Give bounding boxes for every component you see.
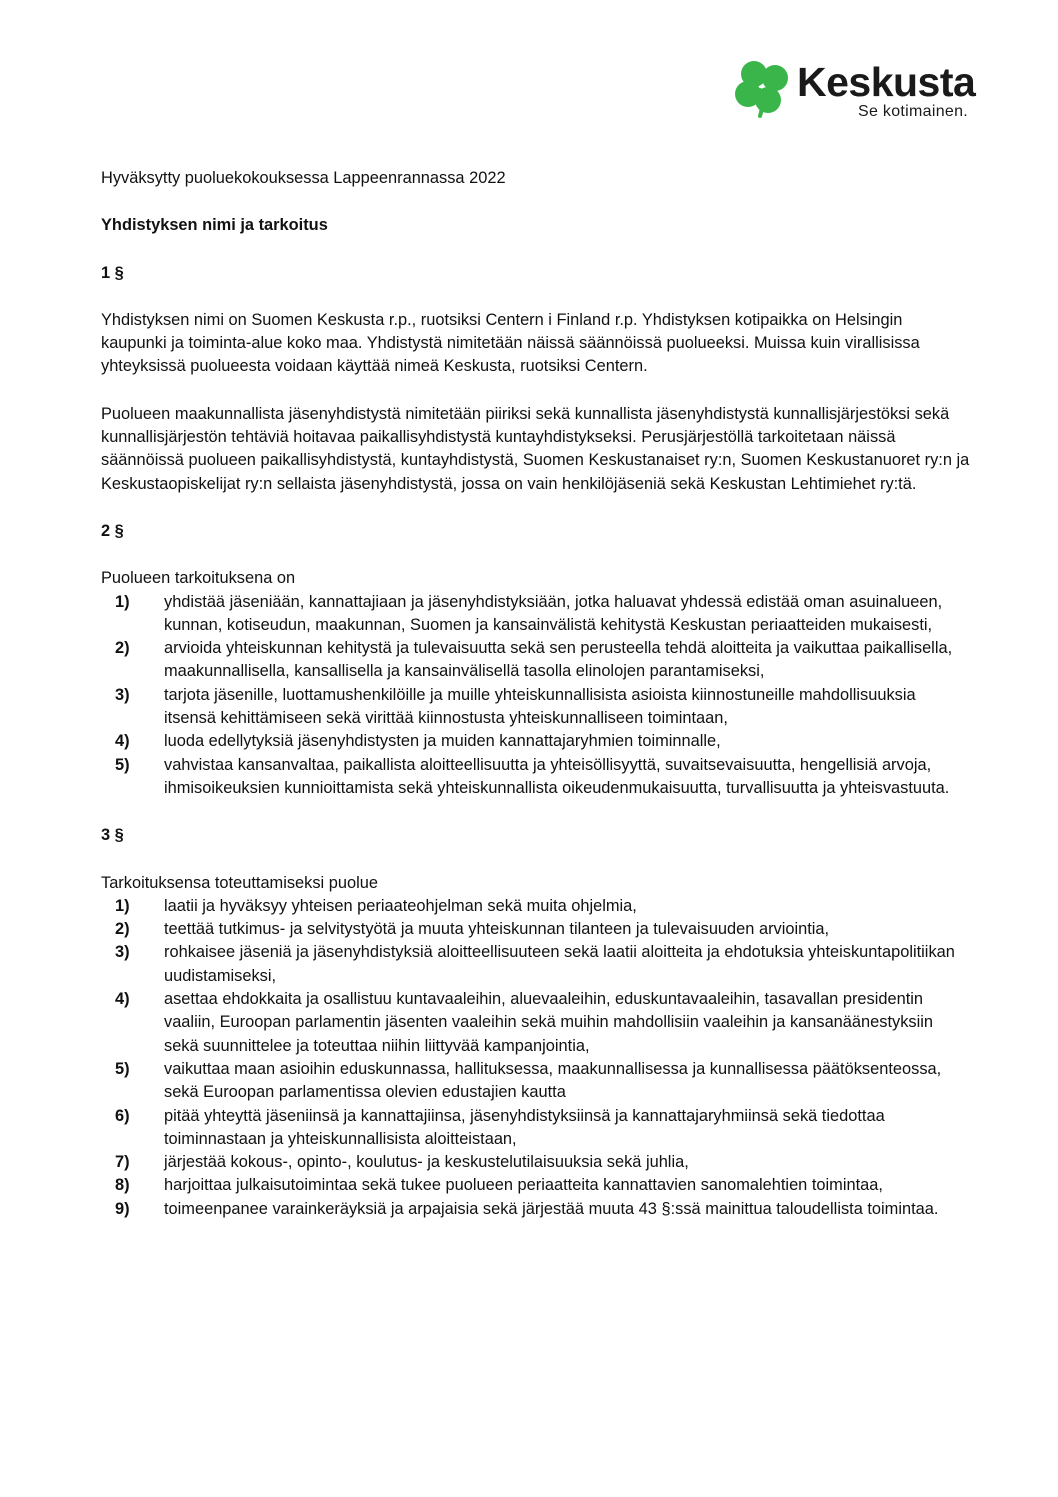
list-item-number: 9) xyxy=(115,1199,130,1218)
section-2-label: 2 § xyxy=(101,521,124,540)
section-2-intro: Puolueen tarkoituksena on xyxy=(101,569,296,588)
list-item xyxy=(101,591,971,638)
list-item xyxy=(101,918,971,941)
list-item-number: 1) xyxy=(115,896,130,915)
list-item-number: 2) xyxy=(115,639,130,658)
list-item-text: teettää tutkimus- ja selvitystyötä ja muuta yhteiskunnan tilanteen ja tulevaisuuden arviointia, xyxy=(164,920,830,939)
list-item-text: vaikuttaa maan asioihin eduskunnassa, hallituksessa, maakunnallisessa ja kunnallisessa päätöksenteossa, sekä Euroopan parlamentissa olevien edustajien kautta xyxy=(164,1059,942,1102)
list-item xyxy=(101,754,971,801)
list-item xyxy=(101,1174,971,1197)
section-3-intro: Tarkoituksensa toteuttamiseksi puolue xyxy=(101,873,378,892)
section-1-label: 1 § xyxy=(101,263,124,282)
section-3-list xyxy=(101,895,971,1221)
list-item xyxy=(101,1105,971,1152)
list-item xyxy=(101,684,971,731)
list-item-number: 2) xyxy=(115,920,130,939)
list-item xyxy=(101,1198,971,1221)
list-item xyxy=(101,988,971,1058)
clover-icon xyxy=(730,58,800,122)
list-item-number: 4) xyxy=(115,732,130,751)
list-item-number: 1) xyxy=(115,592,130,611)
list-item-text: arvioida yhteiskunnan kehitystä ja tulevaisuutta sekä sen perusteella tehdä aloitteita ja vaikuttaa paikallisella, maakunnallisella, kansallisella ja kansainvälisellä tasolla elinolojen parantamiseksi, xyxy=(164,639,953,681)
section-1-paragraph-2: Puolueen maakunnallista jäsenyhdistystä nimitetään piiriksi sekä kunnallista jäsenyhdistystä kunnallisjärjestöksi sekä kunnallisjärjestön tehtäviä hoitavaa paikallisyhdistystä kuntayhdistykseksi. Perusjärjestöllä tarkoitetaan näissä säännöissä puolueen paikallisyhdistystä, kuntayhdistystä, Suomen Keskustanaiset ry:n, Suomen Keskustanuoret ry:n ja Keskustaopiskelijat ry:n sellaista jäsenyhdistystä, jossa on vain henkilöjäseniä sekä Keskustan Lehtimiehet ry:tä. xyxy=(101,404,970,493)
list-item-text: luoda edellytyksiä jäsenyhdistysten ja muiden kannattajaryhmien toiminnalle, xyxy=(164,732,721,751)
list-item-text: laatii ja hyväksyy yhteisen periaateohjelman sekä muita ohjelmia, xyxy=(164,896,637,915)
list-item-text: tarjota jäsenille, luottamushenkilöille ja muille yhteiskunnallisista asioista kiinnostuneille mahdollisuuksia itsensä kehittämiseen sekä virittää kiinnostusta yhteiskunnalliseen toimintaan, xyxy=(164,685,916,728)
list-item-number: 6) xyxy=(115,1106,130,1125)
list-item xyxy=(101,895,971,918)
list-item-number: 5) xyxy=(115,1059,130,1078)
list-item-text: järjestää kokous-, opinto-, koulutus- ja keskustelutilaisuuksia sekä juhlia, xyxy=(164,1153,689,1172)
list-item xyxy=(101,637,971,684)
list-item-number: 8) xyxy=(115,1176,130,1195)
list-item-text: vahvistaa kansanvaltaa, paikallista aloitteellisuutta ja yhteisöllisyyttä, suvaitsevaisuutta, hengellisiä arvoja, ihmisoikeuksien kunnioittamista sekä yhteiskunnallista oikeudenmukaisuutta, turvallisuutta ja yhteisvastuuta. xyxy=(164,755,950,797)
list-item xyxy=(101,1058,971,1105)
logo-tagline: Se kotimainen. xyxy=(858,103,969,120)
document-body xyxy=(101,167,971,1221)
list-item-number: 3) xyxy=(115,943,130,962)
approval-note: Hyväksytty puoluekokouksessa Lappeenrannassa 2022 xyxy=(101,169,506,187)
list-item-text: harjoittaa julkaisutoimintaa sekä tukee puolueen periaatteita kannattavien sanomalehtien toimintaa, xyxy=(164,1176,883,1195)
logo-wordmark: Keskusta xyxy=(797,59,976,105)
list-item-text: asettaa ehdokkaita ja osallistuu kuntavaaleihin, aluevaaleihin, eduskuntavaaleihin, tasavallan presidentin vaaliin, Euroopan parlamentin jäsenten vaaleihin sekä muihin mahdollisiin vaaleihin ja kansanäänestyksiin sekä suunnittelee ja toteuttaa niihin liittyvää kampanjointia, xyxy=(164,990,933,1055)
list-item-text: toimeenpanee varainkeräyksiä ja arpajaisia sekä järjestää muuta 43 §:ssä mainittua taloudellista toimintaa. xyxy=(164,1199,939,1218)
list-item-number: 7) xyxy=(115,1153,130,1172)
list-item-number: 4) xyxy=(115,990,130,1009)
section-heading: Yhdistyksen nimi ja tarkoitus xyxy=(101,216,328,235)
keskusta-logo xyxy=(730,58,980,122)
list-item xyxy=(101,941,971,988)
section-2-list xyxy=(101,591,971,801)
list-item-number: 3) xyxy=(115,685,130,704)
list-item xyxy=(101,1151,971,1174)
section-3-label: 3 § xyxy=(101,826,124,845)
list-item-text: yhdistää jäseniään, kannattajiaan ja jäsenyhdistyksiään, jotka haluavat yhdessä edistää oman asuinalueen, kunnan, kotiseudun, maakunnan, Suomen ja kansainvälistä kehitystä Keskustan periaatteiden mukaisesti, xyxy=(164,592,943,634)
section-1-paragraph-1: Yhdistyksen nimi on Suomen Keskusta r.p., ruotsiksi Centern i Finland r.p. Yhdistyksen kotipaikka on Helsingin kaupunki ja toiminta-alue koko maa. Yhdistystä nimitetään näissä säännöissä puolueeksi. Muissa kuin virallisissa yhteyksissä puolueesta voidaan käyttää nimeä Keskusta, ruotsiksi Centern. xyxy=(101,310,920,376)
list-item-number: 5) xyxy=(115,755,130,774)
list-item-text: rohkaisee jäseniä ja jäsenyhdistyksiä aloitteellisuuteen sekä laatii aloitteita ja ehdotuksia yhteiskuntapolitiikan uudistamiseksi, xyxy=(164,943,955,985)
list-item xyxy=(101,730,971,753)
list-item-text: pitää yhteyttä jäseniinsä ja kannattajiinsa, jäsenyhdistyksiinsä ja kannattajaryhmiinsä sekä tiedottaa toiminnastaan ja yhteiskunnallisista aloitteistaan, xyxy=(164,1106,885,1148)
